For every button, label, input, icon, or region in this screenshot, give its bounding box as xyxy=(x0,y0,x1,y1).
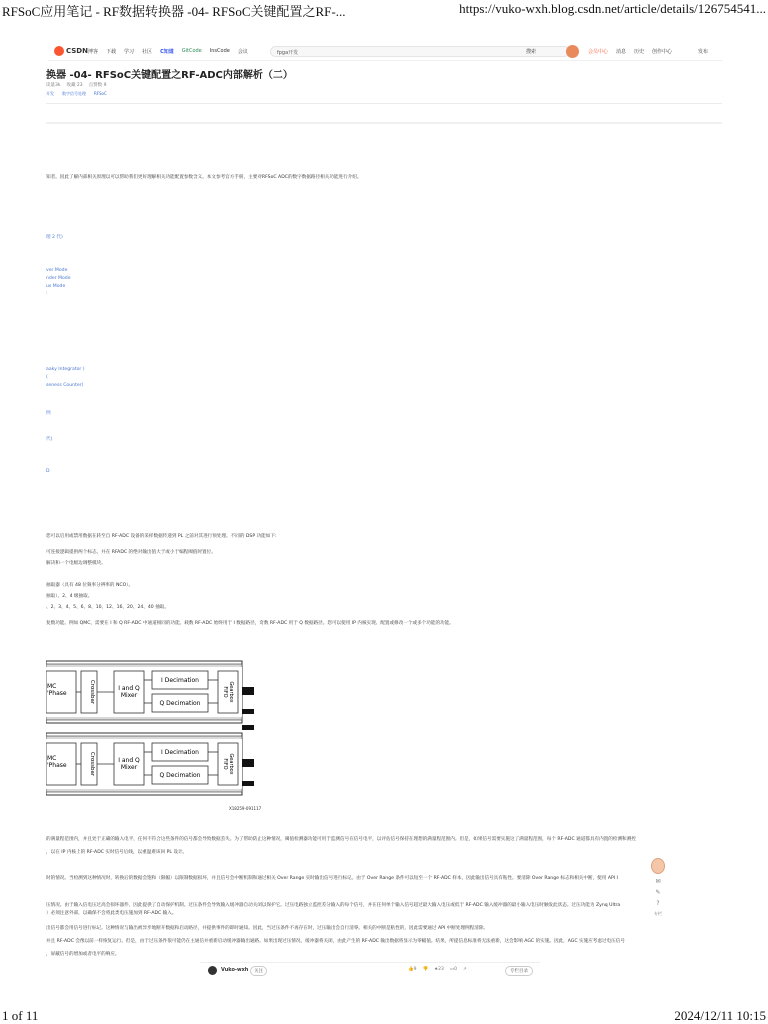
share-icon: ↗ xyxy=(463,967,467,972)
publish-button[interactable]: 发布 xyxy=(697,49,708,55)
author-avatar[interactable] xyxy=(208,966,217,975)
csdn-logo[interactable] xyxy=(54,46,88,56)
search-button[interactable]: 搜索 xyxy=(526,49,537,55)
column-label[interactable]: 专栏 xyxy=(654,911,662,916)
i-decimation-label: I Decimation xyxy=(161,749,199,756)
follow-button[interactable]: 关注 xyxy=(250,966,267,976)
i-decimation-label: I Decimation xyxy=(161,677,199,684)
search-input[interactable]: fpga开发 xyxy=(270,46,570,57)
author-name[interactable]: Vuko-wxh xyxy=(221,967,249,973)
help-icon[interactable]: ? xyxy=(656,900,660,907)
qmc-label: MC 'Phase xyxy=(47,755,67,769)
tag-item[interactable]: RFSoC xyxy=(94,91,107,96)
body-paragraph: 压情况。由于输入信电压过高会损坏器件，因此提供了自动保护机制。过压条件会导致输入缓冲器自动关闭以保护它。过压电路独立监控差分输入的每个信号，并在任何单个输入信号超过最大输入电压或低于 RF-ADC 输入缓冲器的最小输入电压时触发此状态。过压功能为 Zynq Ultra xyxy=(46,903,621,908)
thumbs-up-icon: 👍 xyxy=(408,967,414,972)
figure-caption: X18259-091117 xyxy=(229,806,262,811)
main-nav xyxy=(88,48,248,55)
article-actions xyxy=(408,967,467,972)
print-header-title: RFSoC应用笔记 - RF数据转换器 -04- RFSoC关键配置之RF-... xyxy=(2,4,346,19)
nav-item-inscode[interactable]: InsCode xyxy=(209,48,230,54)
side-toolbar xyxy=(650,858,666,917)
body-paragraph: 并且 RF-ADC 会像以前一样恢复运行。但是，由于过压条件很可能仍在主通信并重新启动缓冲器输出通路。如果出现过压情况，缓冲器将关闭，由此产生的 RF-ADC 输出数据将显示为零幅值。结果，所提信息标准将无法重新，这会影响 AGC 的实施。因此，AGC 实施应考虑过电压信号 xyxy=(46,939,625,944)
edit-icon[interactable]: ✎ xyxy=(655,889,661,896)
body-paragraph: 、2、3、4、5、6、8、10、12、16、20、24、40 抽取。 xyxy=(46,605,169,610)
vip-center-link[interactable]: 会员中心 xyxy=(588,49,609,55)
toc-link[interactable]: us Mode xyxy=(46,284,66,289)
meta-favorites[interactable]: 收藏 23 xyxy=(66,83,83,88)
article-tags xyxy=(46,91,107,97)
toc-link[interactable]: D xyxy=(46,469,50,474)
body-paragraph: ）必须注意外部，以确保不会将此类电压施加到 RF-ADC 输入。 xyxy=(46,911,177,916)
intro-paragraph: 知者。因此了解内部相关原理以可以帮助我们更好理解相关功能配置参数含义。本文参考官方手册，主要对RFSoC ADC的数字数据路径相关功能进行介绍。 xyxy=(46,175,362,180)
article-title: 换器 -04- RFSoC关键配置之RF-ADC内部解析（二） xyxy=(46,70,293,81)
toc-link[interactable]: 理 2 代) xyxy=(46,235,63,240)
body-paragraph: 出信号都会用信号进行标记。这种情况与输出被异步地断开数据和启动路径，并提供事件的即时通知。因此，当过压条件不再存在时，过压输出会自行清零。相关的中断是粘性的，因此需要通过 API 中断处理例程清除。 xyxy=(46,926,489,931)
nav-messages[interactable]: 消息 xyxy=(616,49,627,55)
q-decimation-label: Q Decimation xyxy=(159,772,201,779)
like-button[interactable] xyxy=(408,967,416,972)
divider xyxy=(46,122,722,124)
q-decimation-label: Q Decimation xyxy=(159,700,201,707)
adc-datapath-diagram xyxy=(46,647,267,815)
gearbox-fifo-label: GearboxFIFO xyxy=(222,681,234,703)
toc-link[interactable]: aaky Integrator ) xyxy=(46,367,85,372)
print-footer-page: 1 of 11 xyxy=(2,1008,39,1023)
star-icon: ★ xyxy=(434,967,439,972)
tag-item[interactable]: 数字信号处理 xyxy=(62,91,86,96)
body-paragraph: 抽取）、2、4 级抽取。 xyxy=(46,594,93,599)
comment-count: 0 xyxy=(454,967,458,972)
like-count: 9 xyxy=(413,967,417,972)
message-icon[interactable]: ✉ xyxy=(655,878,661,885)
comment-button[interactable] xyxy=(450,967,457,972)
body-paragraph: 复数功能。例如 QMC，需要在 I 和 Q RF-ADC 中通道相同的功能。载数 RF-ADC 始终用于 I 数据路径，奇数 RF-ADC 用于 Q 数据路径。您可以使用 IP 内核实现、配置或修改一个或多个功能的功能。 xyxy=(46,621,454,626)
toc-link[interactable]: : xyxy=(46,291,48,296)
author-toolbar xyxy=(200,962,540,977)
toc-link[interactable]: seness Counter) xyxy=(46,383,84,388)
print-header-url: https://vuko-wxh.blog.csdn.net/article/details/126754541... xyxy=(459,1,766,16)
comment-icon: ▭ xyxy=(449,967,455,972)
toc-link[interactable]: 例 xyxy=(46,411,51,416)
toc-link[interactable]: nder Mode xyxy=(46,276,71,281)
assistant-mascot-icon[interactable] xyxy=(651,858,665,874)
column-toc-button[interactable]: 专栏目录 xyxy=(505,966,533,976)
nav-item-gitcode[interactable]: GitCode xyxy=(181,48,202,54)
article-meta xyxy=(46,82,106,88)
body-paragraph: ，以在 IP 内核上的 RF-ADC 实时信号后线，以重温难该回 PL 设计。 xyxy=(46,850,188,855)
share-button[interactable] xyxy=(463,967,467,972)
nav-item-blog[interactable]: 博客 xyxy=(88,49,99,55)
nav-item-ai[interactable]: C知道 xyxy=(160,49,174,55)
nav-history[interactable]: 历史 xyxy=(634,49,645,55)
diagram-svg xyxy=(46,647,267,815)
mixer-label: I and Q Mixer xyxy=(118,685,140,699)
site-topbar xyxy=(48,43,722,61)
crossbar-label: Crossbar xyxy=(89,751,95,777)
logo-text: CSDN xyxy=(66,47,88,55)
user-avatar[interactable] xyxy=(566,45,579,58)
gearbox-fifo-label: GearboxFIFO xyxy=(222,753,234,775)
nav-item-learn[interactable]: 学习 xyxy=(124,49,135,55)
body-paragraph: 解决和一个电级边调整模块。 xyxy=(46,561,106,566)
meta-reads: 读量3k xyxy=(46,83,61,88)
dislike-button[interactable] xyxy=(422,967,428,972)
body-paragraph: ，屏蔽信号的增加或者电平的响应。 xyxy=(46,952,120,957)
qmc-label: MC 'Phase xyxy=(47,683,67,697)
nav-item-conference[interactable]: 会议 xyxy=(237,49,248,55)
csdn-logo-icon xyxy=(54,46,64,56)
favorite-button[interactable] xyxy=(434,967,444,972)
toc-link[interactable]: 代) xyxy=(46,437,53,442)
body-paragraph: 时的情况。当检测到这种情况时，转换后的数据会饱和（限幅）以限制数据损坏，并且信号会中断机制和通过相关 Over Range 实时输出信号进行标记。由于 Over Range 条件可以短至一个 RF-ADC 样本，因此输出信号具有粘性。要清除 Over Range 标志和相关中断，使用 API I xyxy=(46,876,618,881)
crossbar-label: Crossbar xyxy=(89,679,95,705)
print-footer-datetime: 2024/12/11 10:15 xyxy=(674,1008,766,1023)
divider xyxy=(46,103,722,104)
tag-item[interactable]: 开发 xyxy=(46,91,54,96)
nav-item-download[interactable]: 下载 xyxy=(106,49,117,55)
favorite-count: 23 xyxy=(438,967,444,972)
body-paragraph: 抽取器（具有 48 位频率分辨率的 NCO）。 xyxy=(46,583,134,588)
body-paragraph: 可连接逻辑提供两个标志，并在 RFADC 的绝对输出值大于或小于编程阈值时置位。 xyxy=(46,550,216,555)
thumbs-down-icon: 👎 xyxy=(422,967,429,972)
nav-creation-center[interactable]: 创作中心 xyxy=(652,49,673,55)
meta-likes[interactable]: 点赞数 9 xyxy=(88,83,107,88)
toc-link[interactable]: ver Mode xyxy=(46,268,68,273)
mixer-label: I and Q Mixer xyxy=(118,757,140,771)
nav-item-community[interactable]: 社区 xyxy=(142,49,153,55)
body-paragraph: 的满量程范围内，并且处于正确的输入电平，任何不符合这些条件的信号都会导致数据丢失。为了帮助防止这种情况，阈值检测器功能可用于监测信号在信号电平，以评估信号保持在理想的满量程范围内。但是，如果信号需要实施这了满量程范围，每个 RF-ADC 通道都具有内置的检测和测控 xyxy=(46,837,636,842)
user-nav xyxy=(588,48,672,55)
body-paragraph: 您可以启用或禁用数据在转至自 RF-ADC 设备的采样数据传递到 PL 之前对其进行预处理。不同的 DSP 功能如下: xyxy=(46,534,277,539)
toc-link[interactable]: ( xyxy=(46,375,48,380)
